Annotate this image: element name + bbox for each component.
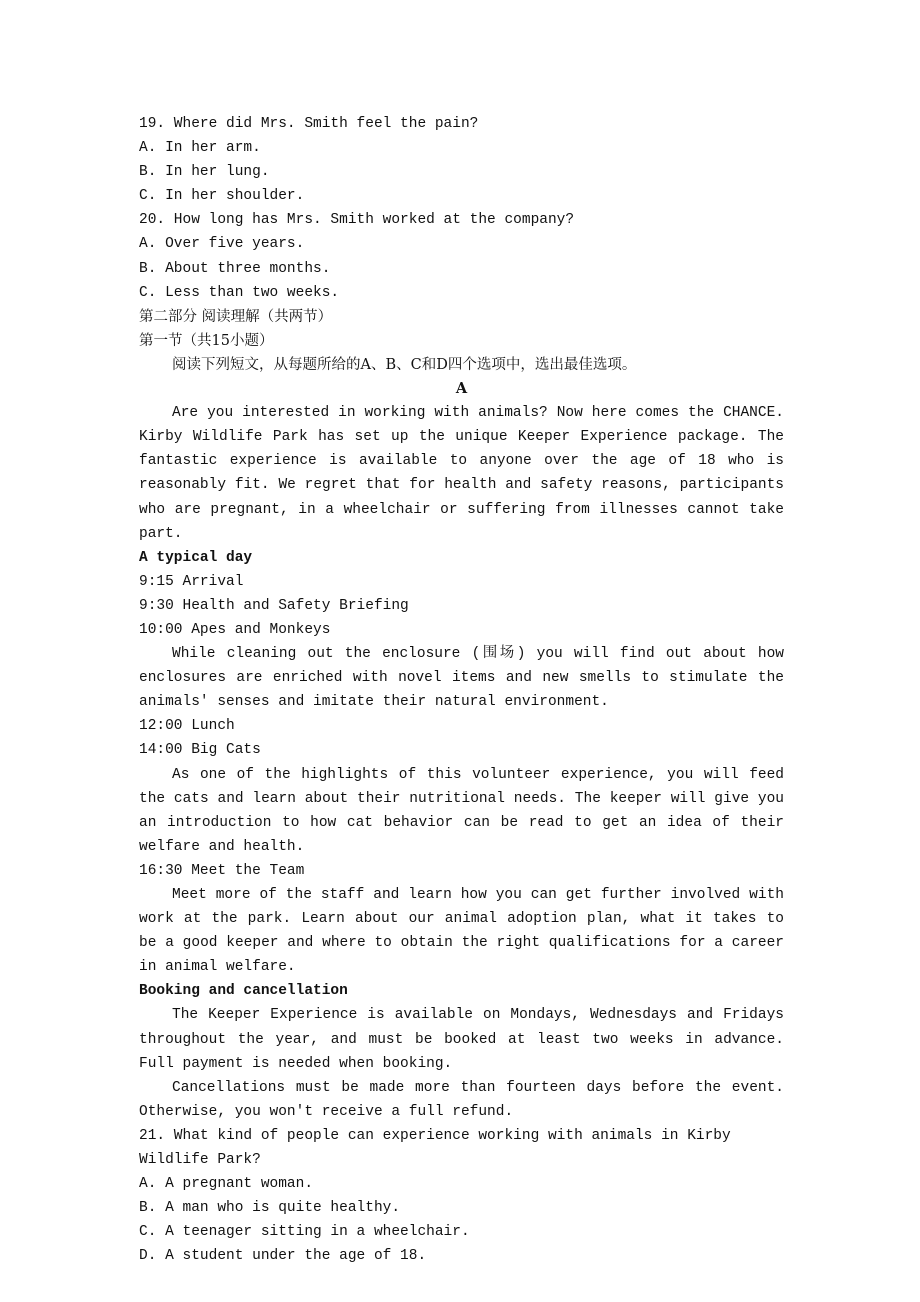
- schedule-1400: 14:00 Big Cats: [139, 742, 261, 759]
- paragraph-1000: While cleaning out the enclosure (围场) you will find out about how enclosures are enriched with novel items and new smells to stimulate the animals′ senses and imitate their natural environment.: [139, 646, 784, 711]
- q19-option-b: B. In her lung.: [139, 164, 270, 181]
- q20-option-a: A. Over five years.: [139, 236, 305, 253]
- exam-page: [139, 112, 784, 1269]
- booking-paragraph-1: The Keeper Experience is available on Mondays, Wednesdays and Fridays throughout the year, and must be booked at least two weeks in advance. Full payment is needed when booking.: [139, 1007, 784, 1072]
- q21-option-c: C. A teenager sitting in a wheelchair.: [139, 1224, 470, 1241]
- schedule-1200: 12:00 Lunch: [139, 718, 235, 735]
- typical-day-heading: A typical day: [139, 549, 253, 566]
- schedule-1630: 16:30 Meet the Team: [139, 862, 305, 879]
- q21-option-b: B. A man who is quite healthy.: [139, 1200, 401, 1217]
- q19-option-a: A. In her arm.: [139, 140, 261, 157]
- part2-heading: 第二部分 阅读理解（共两节）: [139, 308, 333, 325]
- q20-option-b: B. About three months.: [139, 260, 331, 277]
- schedule-1000: 10:00 Apes and Monkeys: [139, 621, 331, 638]
- question-20: 20. How long has Mrs. Smith worked at the company?: [139, 212, 575, 229]
- schedule-915: 9:15 Arrival: [139, 573, 244, 590]
- paragraph-1400: As one of the highlights of this volunteer experience, you will feed the cats and learn about their nutritional needs. The keeper will give you an introduction to how cat behavior can be read to get an idea of their welfare and health.: [139, 766, 784, 855]
- section1-heading: 第一节（共15小题）: [139, 332, 274, 349]
- q21-option-a: A. A pregnant woman.: [139, 1176, 314, 1193]
- q20-option-c: C. Less than two weeks.: [139, 284, 340, 301]
- passage-label: A: [455, 380, 468, 398]
- question-19: 19. Where did Mrs. Smith feel the pain?: [139, 116, 479, 132]
- instruction: 阅读下列短文，从每题所给的A、B、C和D四个选项中，选出最佳选项。: [172, 356, 637, 373]
- q19-option-c: C. In her shoulder.: [139, 188, 305, 205]
- question-21: 21. What kind of people can experience working with animals in Kirby Wildlife Park?: [139, 1127, 731, 1169]
- q21-option-d: D. A student under the age of 18.: [139, 1248, 427, 1265]
- booking-paragraph-2: Cancellations must be made more than fourteen days before the event. Otherwise, you won′t receive a full refund.: [139, 1079, 784, 1120]
- schedule-930: 9:30 Health and Safety Briefing: [139, 597, 409, 614]
- paragraph-1630: Meet more of the staff and learn how you can get further involved with work at the park. Learn about our animal adoption plan, what it takes to be a good keeper and where to obtain the right qualifications for a career in animal welfare.: [139, 887, 784, 976]
- booking-heading: Booking and cancellation: [139, 983, 348, 1000]
- passage-intro: Are you interested in working with animals? Now here comes the CHANCE. Kirby Wildlife Park has set up the unique Keeper Experience package. The fantastic experience is available to anyone over the age of 18 who is reasonably fit. We regret that for health and safety reasons, participants who are pregnant, in a wheelchair or suffering from illnesses cannot take part.: [139, 405, 784, 542]
